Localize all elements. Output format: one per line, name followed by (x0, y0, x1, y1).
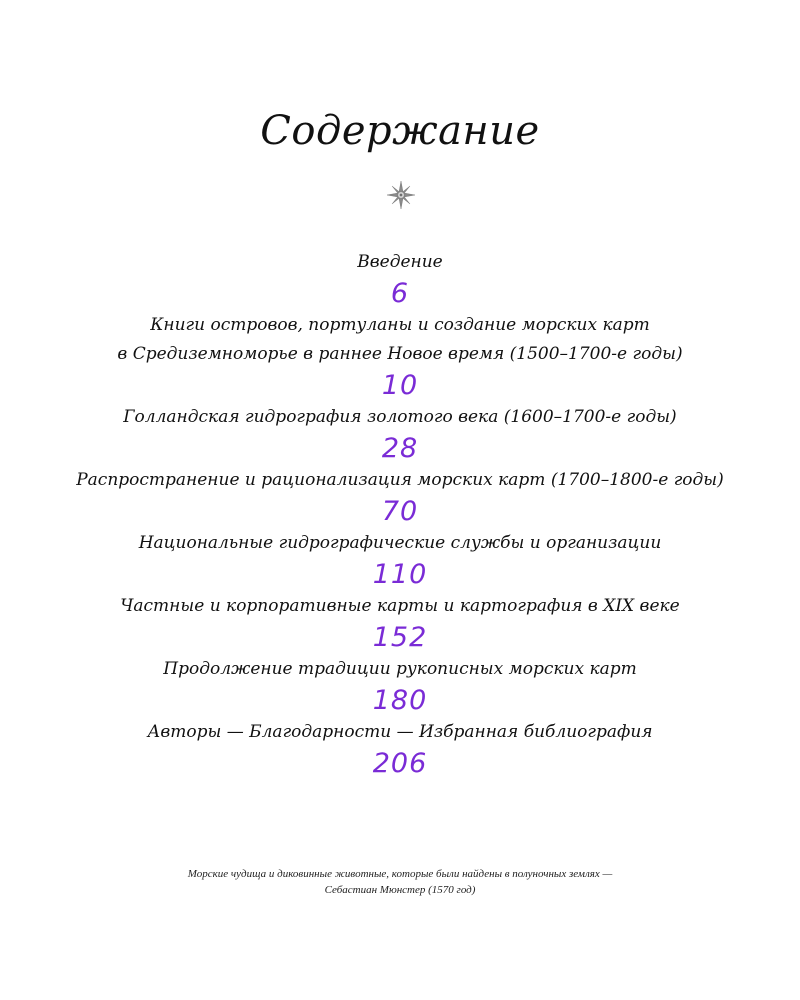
toc-entry-page: 6 (390, 278, 410, 309)
toc-entry[interactable] (0, 529, 800, 592)
compass-rose-icon (386, 180, 416, 210)
toc-entry[interactable] (0, 592, 800, 655)
toc-entry-page: 152 (372, 622, 428, 653)
toc-entry[interactable] (0, 311, 800, 403)
toc-entry-page: 70 (381, 496, 419, 527)
toc-entry-title: Книги островов, портуланы и создание морских карт в Средиземноморье в раннее Новое время (1500–1700-е годы) (117, 315, 683, 364)
image-caption (0, 866, 800, 898)
toc-entry[interactable] (0, 403, 800, 466)
toc-entry-title: Голландская гидрография золотого века (1600–1700-е годы) (123, 407, 677, 427)
toc-entry-title: Введение (357, 252, 443, 272)
toc-entry[interactable] (0, 466, 800, 529)
table-of-contents (0, 248, 800, 781)
caption-line: Себастиан Мюнстер (1570 год) (324, 884, 476, 896)
toc-entry-title: Продолжение традиции рукописных морских карт (163, 659, 637, 679)
toc-entry-title: Авторы — Благодарности — Избранная библиография (147, 722, 653, 742)
toc-entry-page: 206 (372, 748, 428, 779)
toc-entry-page: 180 (372, 685, 428, 716)
toc-entry-title: Частные и корпоративные карты и картография в XIX веке (120, 596, 680, 616)
toc-entry-page: 28 (381, 433, 419, 464)
toc-entry-title: Национальные гидрографические службы и организации (138, 533, 662, 553)
toc-entry[interactable] (0, 655, 800, 718)
toc-entry-title: Распространение и рационализация морских карт (1700–1800-е годы) (76, 470, 724, 490)
page-title: Содержание (260, 108, 540, 154)
caption-line: Морские чудища и диковинные животные, которые были найдены в полуночных землях — (187, 868, 613, 880)
toc-entry[interactable] (0, 718, 800, 781)
toc-entry-page: 110 (372, 559, 428, 590)
toc-entry-page: 10 (381, 370, 419, 401)
toc-entry[interactable] (0, 248, 800, 311)
